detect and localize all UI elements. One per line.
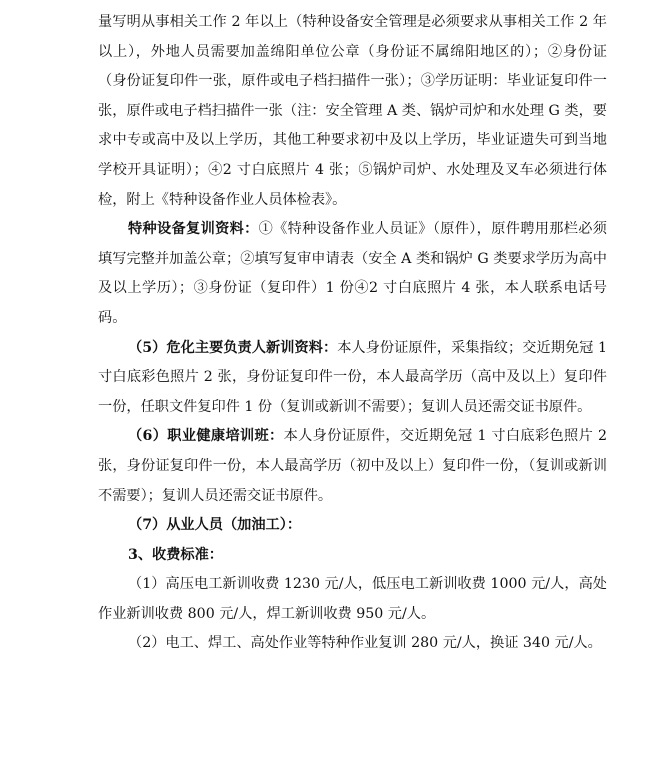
paragraph-occupational-health <box>98 422 607 511</box>
paragraph-lead: （5）危化主要负责人新训资料： <box>128 339 338 356</box>
paragraph-text: 本人身份证原件，交近期免冠 1 寸白底彩色照片 2 张，身份证复印件一份，本人最高学历（初中及以上）复印件一份，（复训或新训不需要）；复训人员还需交证书原件。 <box>98 428 607 504</box>
paragraph-hazchem-manager <box>98 334 607 423</box>
paragraph-text: （2）电工、焊工、高处作业等特种作业复训 280 元/人，换证 340 元/人。 <box>128 635 602 652</box>
paragraph-fee-retraining <box>98 629 607 659</box>
paragraph-application-materials <box>98 8 607 215</box>
paragraph-text: 本人身份证原件，采集指纹；交近期免冠 1 寸白底彩色照片 2 张，身份证复印件一份，本人最高学历（高中及以上）复印件一份，任职文件复印件 1 份（复训或新训不需要）；复训人员还需交证书原件。 <box>98 339 607 415</box>
paragraph-lead: 特种设备复训资料： <box>128 221 259 238</box>
section-heading-fees <box>98 541 607 571</box>
paragraph-lead: （7）从业人员（加油工）： <box>128 517 302 534</box>
paragraph-lead: 3、收费标准： <box>128 546 223 563</box>
paragraph-retraining-materials <box>98 215 607 333</box>
paragraph-text: 量写明从事相关工作 2 年以上（特种设备安全管理是必须要求从事相关工作 2 年以上），外地人员需要加盖绵阳单位公章（身份证不属绵阳地区的）；②身份证（身份证复印件一张，原件或电子档扫描件一张）；③学历证明：毕业证复印件一张，原件或电子档扫描件一张（注：安全管理 A 类、锅炉司炉和水处理 G 类，要求中专或高中及以上学历，其他工种要求初中及以上学历，毕业证遗失可到当地学校开具证明）；④2 寸白底照片 4 张；⑤锅炉司炉、水处理及叉车必须进行体检，附上《特种设备作业人员体检表》。 <box>98 14 607 208</box>
paragraph-practitioners <box>98 511 607 541</box>
paragraph-text: （1）高压电工新训收费 1230 元/人，低压电工新训收费 1000 元/人，高处作业新训收费 800 元/人，焊工新训收费 950 元/人。 <box>98 576 607 622</box>
paragraph-fee-new-training <box>98 570 607 629</box>
paragraph-lead: （6）职业健康培训班： <box>128 428 284 445</box>
paragraph-text: ①《特种设备作业人员证》（原件），原件聘用那栏必须填写完整并加盖公章；②填写复审申请表（安全 A 类和锅炉 G 类要求学历为高中及以上学历）；③身份证（复印件）1 份④2 寸白底照片 4 张，本人联系电话号码。 <box>98 221 607 326</box>
